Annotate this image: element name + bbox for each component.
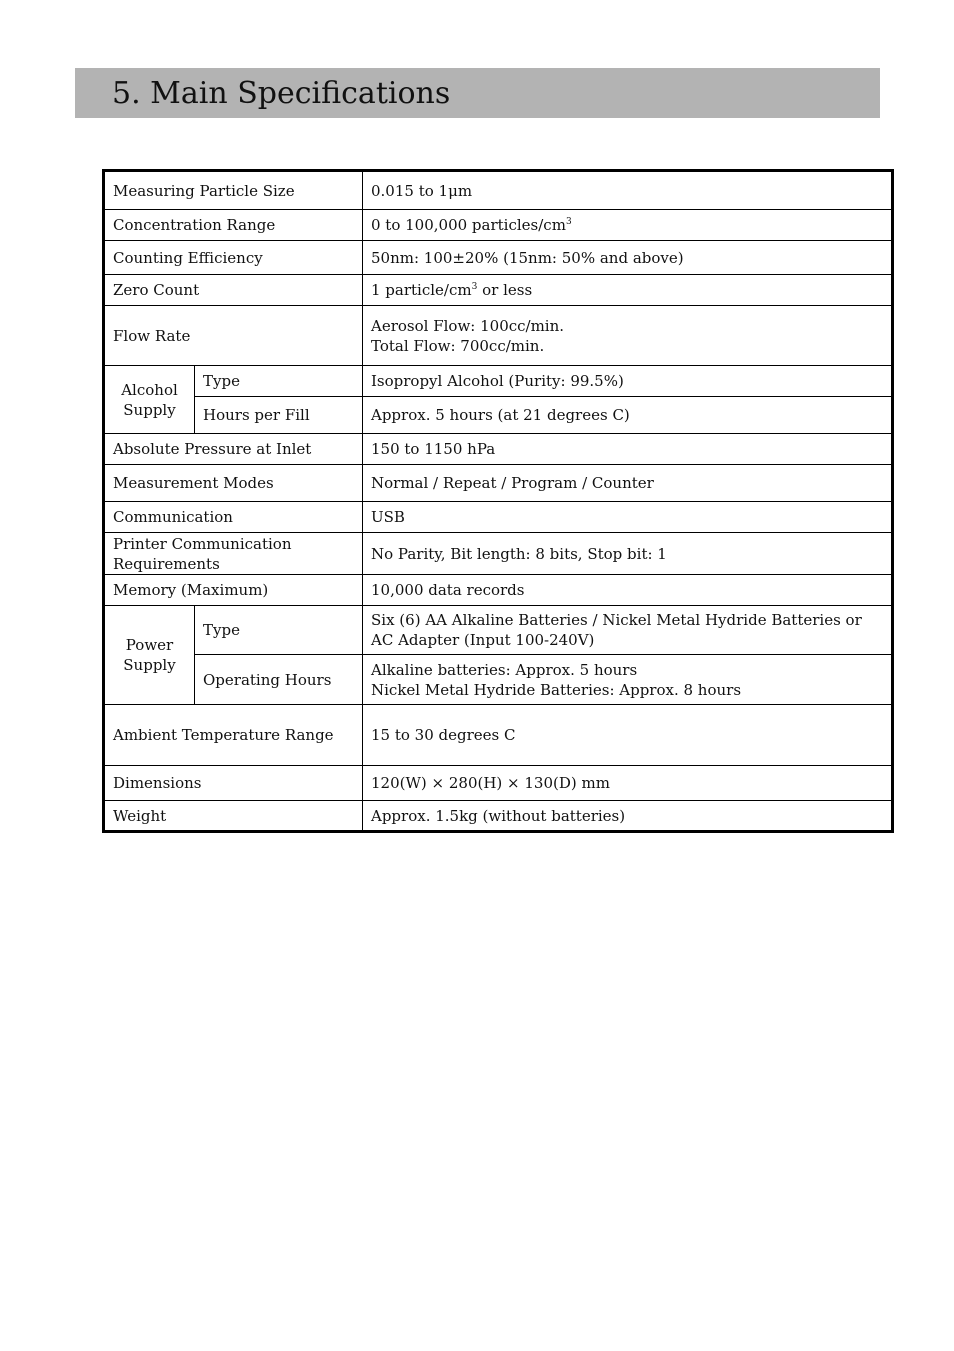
power-supply-line1: Power: [125, 636, 174, 654]
spec-value-power-hours: [363, 655, 893, 705]
spec-value-dimensions: 120(W) × 280(H) × 130(D) mm: [363, 766, 893, 801]
printer-comm-label-line1: Printer Communication: [113, 534, 292, 553]
spec-label-flow-rate: Flow Rate: [104, 306, 363, 366]
spec-value-alcohol-type: Isopropyl Alcohol (Purity: 99.5%): [363, 366, 893, 397]
spec-value-measurement-modes: Normal / Repeat / Program / Counter: [363, 465, 893, 502]
power-type-line2: AC Adapter (Input 100-240V): [371, 631, 595, 649]
table-row: [104, 575, 893, 606]
spec-value-zero-count: [363, 275, 893, 306]
spec-label-power-hours: Operating Hours: [195, 655, 363, 705]
zero-count-value-pre: 1 particle/cm: [371, 281, 472, 299]
alcohol-supply-line1: Alcohol: [121, 380, 178, 399]
spec-label-absolute-pressure: Absolute Pressure at Inlet: [104, 434, 363, 465]
table-row: [104, 766, 893, 801]
spec-label-alcohol-type: Type: [195, 366, 363, 397]
zero-count-value-superscript: 3: [471, 282, 478, 292]
group-label-alcohol-supply: [104, 366, 195, 434]
table-row: [104, 801, 893, 832]
spec-value-alcohol-hours: Approx. 5 hours (at 21 degrees C): [363, 397, 893, 434]
spec-label-measuring-particle-size: Measuring Particle Size: [104, 171, 363, 210]
spec-label-printer-communication: [104, 533, 363, 575]
table-row: [104, 606, 893, 655]
section-title: 5. Main Specifications: [112, 76, 451, 111]
table-row: [104, 306, 893, 366]
spec-value-power-type: [363, 606, 893, 655]
flow-rate-total: Total Flow: 700cc/min.: [371, 336, 545, 355]
concentration-value-superscript: 3: [565, 217, 572, 227]
table-row: [104, 705, 893, 766]
group-label-power-supply: [104, 606, 195, 705]
spec-label-concentration-range: Concentration Range: [104, 210, 363, 241]
table-row: [104, 241, 893, 275]
spec-label-dimensions: Dimensions: [104, 766, 363, 801]
spec-label-counting-efficiency: Counting Efficiency: [104, 241, 363, 275]
spec-label-zero-count: Zero Count: [104, 275, 363, 306]
table-row: [104, 655, 893, 705]
section-heading-bar: [75, 68, 880, 118]
spec-value-memory: 10,000 data records: [363, 575, 893, 606]
spec-value-weight: Approx. 1.5kg (without batteries): [363, 801, 893, 832]
printer-comm-label-line2: Requirements: [113, 554, 220, 573]
alcohol-supply-line2: Supply: [123, 400, 176, 419]
spec-label-weight: Weight: [104, 801, 363, 832]
zero-count-value-post: or less: [477, 281, 533, 299]
spec-value-absolute-pressure: 150 to 1150 hPa: [363, 434, 893, 465]
power-hours-line1: Alkaline batteries: Approx. 5 hours: [371, 660, 638, 679]
spec-value-measuring-particle-size: 0.015 to 1μm: [363, 171, 893, 210]
table-row: [104, 502, 893, 533]
spec-value-communication: USB: [363, 502, 893, 533]
table-row: [104, 171, 893, 210]
spec-value-printer-communication: No Parity, Bit length: 8 bits, Stop bit: 1: [363, 533, 893, 575]
spec-label-ambient-temperature: Ambient Temperature Range: [104, 705, 363, 766]
power-type-line1: Six (6) AA Alkaline Batteries / Nickel Metal Hydride Batteries or: [371, 611, 862, 629]
concentration-value-text: 0 to 100,000 particles/cm: [371, 216, 566, 234]
table-row: [104, 275, 893, 306]
table-row: [104, 434, 893, 465]
spec-label-alcohol-hours: Hours per Fill: [195, 397, 363, 434]
table-row: [104, 465, 893, 502]
spec-value-flow-rate: [363, 306, 893, 366]
spec-label-measurement-modes: Measurement Modes: [104, 465, 363, 502]
spec-value-concentration-range: [363, 210, 893, 241]
spec-value-ambient-temperature: 15 to 30 degrees C: [363, 705, 893, 766]
table-row: [104, 210, 893, 241]
spec-label-power-type: Type: [195, 606, 363, 655]
specifications-table: [102, 169, 894, 833]
table-row: [104, 533, 893, 575]
flow-rate-aerosol: Aerosol Flow: 100cc/min.: [371, 316, 565, 335]
power-supply-line2: Supply: [123, 656, 176, 674]
table-row: [104, 397, 893, 434]
spec-label-communication: Communication: [104, 502, 363, 533]
spec-label-memory: Memory (Maximum): [104, 575, 363, 606]
table-row: [104, 366, 893, 397]
spec-value-counting-efficiency: 50nm: 100±20% (15nm: 50% and above): [363, 241, 893, 275]
power-hours-line2: Nickel Metal Hydride Batteries: Approx. 8 hours: [371, 680, 742, 699]
